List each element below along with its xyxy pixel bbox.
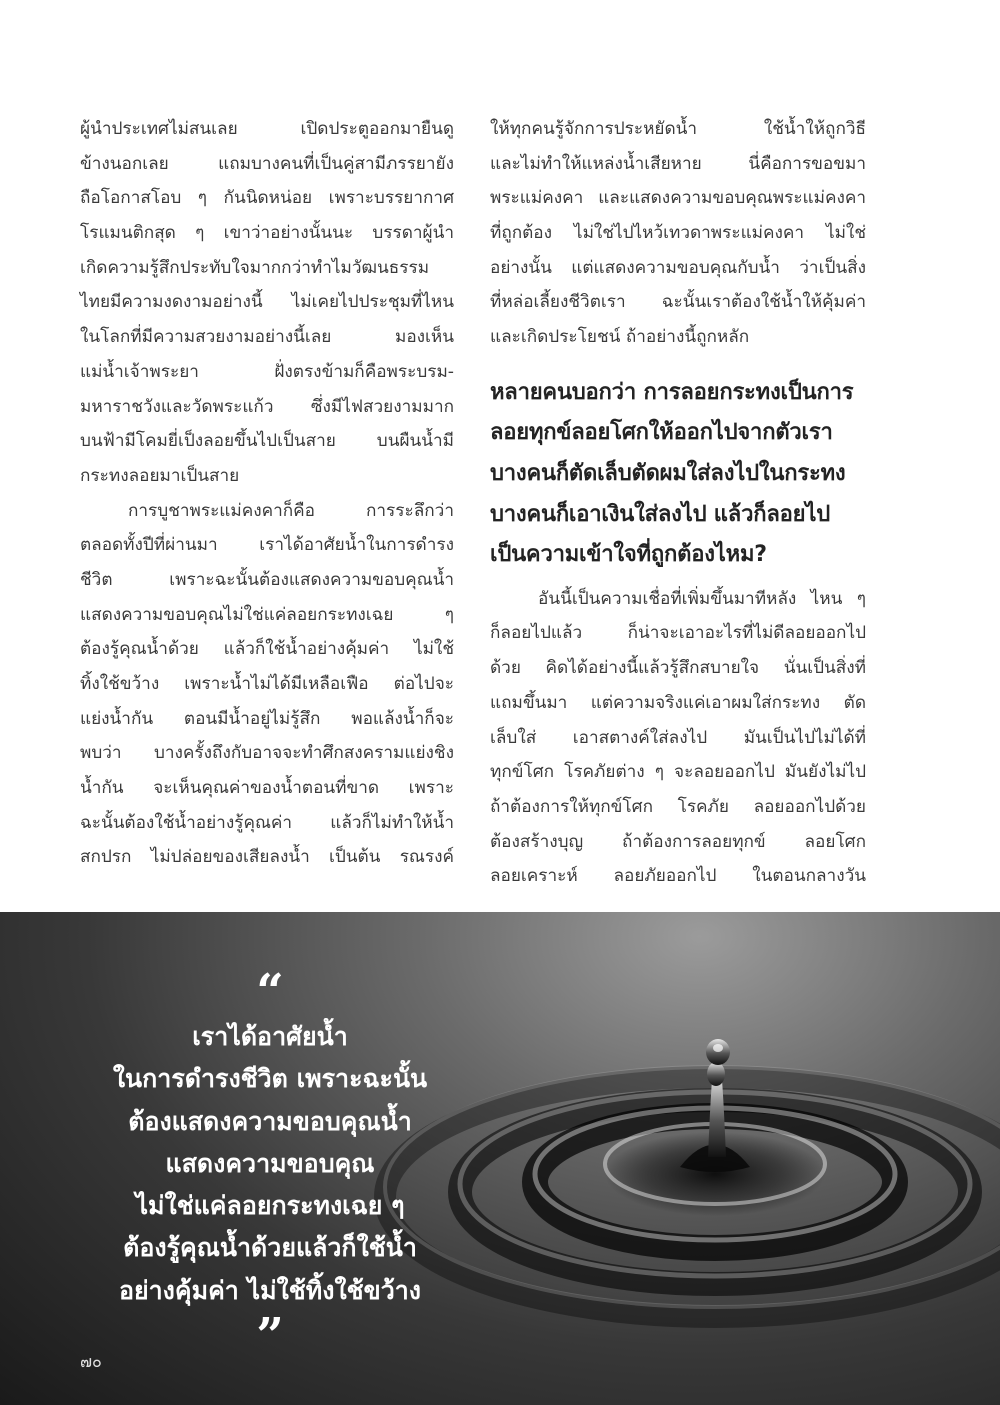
paragraph-line: ลอยเคราะห์ ลอยภัยออกไป ในตอนกลางวัน [490, 866, 866, 887]
paragraph-line: ชีวิต เพราะฉะนั้นต้องแสดงความขอบคุณน้ำ [80, 569, 454, 590]
quote-line: เราได้อาศัยน้ำ [192, 1022, 348, 1051]
paragraph-line: ต้องรู้คุณน้ำด้วย แล้วก็ใช้น้ำอย่างคุ้มค่า ไม่ใช้ [80, 639, 454, 660]
heading-line: บางคนก็ตัดเล็บตัดผมใส่ลงไปในกระทง [490, 461, 846, 486]
paragraph-line: ถ้าต้องการให้ทุกข์โศก โรคภัย ลอยออกไปด้วย [490, 796, 866, 817]
question-heading [490, 373, 866, 576]
quote-line: ไม่ใช่แค่ลอยกระทงเฉย ๆ [135, 1191, 405, 1221]
paragraph-line: บนฟ้ามีโคมยี่เป็งลอยขึ้นไปเป็นสาย บนผืนน้ำมี [80, 431, 454, 452]
paragraph-line: แสดงความขอบคุณไม่ใช่แค่ลอยกระทงเฉย ๆ [80, 604, 454, 625]
paragraph-line: ตลอดทั้งปีที่ผ่านมา เราได้อาศัยน้ำในการดำรง [80, 535, 454, 556]
paragraph-line: ให้ทุกคนรู้จักการประหยัดน้ำ ใช้น้ำให้ถูกวิธี [490, 119, 866, 139]
paragraph-line: พระแม่คงคา และแสดงความขอบคุณพระแม่คงคา [490, 188, 866, 209]
paragraph-line: ไทยมีความงดงามอย่างนี้ ไม่เคยไปประชุมที่ไหน [80, 292, 454, 313]
close-quote-mark: ” [256, 1308, 284, 1365]
paragraph-line: ที่หล่อเลี้ยงชีวิตเรา ฉะนั้นเราต้องใช้น้ำให้คุ้มค่า [490, 292, 866, 313]
paragraph-line: ในโลกที่มีความสวยงามอย่างนี้เลย มองเห็น [80, 327, 454, 348]
page-number: ๗๐ [80, 1352, 102, 1371]
paragraph-line: มหาราชวังและวัดพระแก้ว ซึ่งมีไฟสวยงามมาก [80, 396, 454, 417]
paragraph-line: ผู้นำประเทศไม่สนเลย เปิดประตูออกมายืนดู [80, 119, 454, 139]
heading-line: เป็นความเข้าใจที่ถูกต้องไหม? [490, 542, 767, 568]
paragraph-line: เล็บใส่ เอาสตางค์ใส่ลงไป มันเป็นไปไม่ได้ที่ [490, 727, 866, 748]
paragraph-line: ทุกข์โศก โรคภัยต่าง ๆ จะลอยออกไป มันยังไม่ไป [490, 762, 866, 783]
paragraph-line: อันนี้เป็นความเชื่อที่เพิ่มขึ้นมาทีหลัง ไหน ๆ [538, 588, 866, 609]
paragraph-line: สกปรก ไม่ปล่อยของเสียลงน้ำ เป็นต้น รณรงค์ [80, 847, 454, 868]
paragraph-line: ด้วย คิดได้อย่างนี้แล้วรู้สึกสบายใจ นั่นเป็นสิ่งที่ [490, 658, 866, 679]
paragraph-line: ถือโอกาสโอบ ๆ กันนิดหน่อย เพราะบรรยากาศ [80, 188, 454, 209]
paragraph-line: และเกิดประโยชน์ ถ้าอย่างนี้ถูกหลัก [490, 327, 750, 348]
paragraph-line: เกิดความรู้สึกประทับใจมากกว่าทำไมวัฒนธรรม [80, 257, 430, 278]
paragraph-line: ฉะนั้นต้องใช้น้ำอย่างรู้คุณค่า แล้วก็ไม่ทำให้น้ำ [80, 812, 454, 833]
paragraph-line: พบว่า บางครั้งถึงกับอาจจะทำศึกสงครามแย่งชิง [80, 743, 454, 764]
heading-line: ลอยทุกข์ลอยโศกให้ออกไปจากตัวเรา [490, 420, 833, 446]
quote-line: ต้องรู้คุณน้ำด้วยแล้วก็ใช้น้ำ [123, 1233, 417, 1263]
open-quote-mark: “ [256, 964, 284, 1020]
quote-line: อย่างคุ้มค่า ไม่ใช้ทิ้งใช้ขว้าง [118, 1275, 422, 1305]
quote-line: ในการดำรงชีวิต เพราะฉะนั้น [112, 1064, 428, 1094]
paragraph-line: โรแมนติกสุด ๆ เขาว่าอย่างนั้นนะ บรรดาผู้นำ [80, 223, 454, 244]
paragraph-line: แถมขึ้นมา แต่ความจริงแค่เอาผมใส่กระทง ตัด [490, 692, 866, 713]
paragraph-line: ต้องสร้างบุญ ถ้าต้องการลอยทุกข์ ลอยโศก [490, 831, 866, 852]
paragraph-line: อย่างนั้น แต่แสดงความขอบคุณกับน้ำ ว่าเป็นสิ่ง [490, 257, 866, 278]
paragraph-line: และไม่ทำให้แหล่งน้ำเสียหาย นี่คือการขอขมา [490, 153, 866, 174]
right-text-column [490, 112, 866, 894]
paragraph-line: แม่น้ำเจ้าพระยา ฝั่งตรงข้ามก็คือพระบรม- [80, 361, 454, 382]
paragraph-line: น้ำกัน จะเห็นคุณค่าของน้ำตอนที่ขาด เพราะ [80, 778, 454, 799]
paragraph-line: การบูชาพระแม่คงคาก็คือ การระลึกว่า [128, 500, 454, 521]
paragraph-line: ข้างนอกเลย แถมบางคนที่เป็นคู่สามีภรรยายัง [80, 153, 454, 174]
paragraph-line: ทิ้งใช้ขว้าง เพราะน้ำไม่ได้มีเหลือเฟือ ต่อไปจะ [80, 674, 454, 694]
paragraph-line: กระทงลอยมาเป็นสาย [80, 465, 240, 486]
paragraph-line: ก็ลอยไปแล้ว ก็น่าจะเอาอะไรที่ไม่ดีลอยออกไป [490, 623, 866, 644]
heading-line: หลายคนบอกว่า การลอยกระทงเป็นการ [490, 379, 854, 405]
quote-line: แสดงความขอบคุณ [165, 1148, 375, 1178]
left-text-column [80, 112, 454, 875]
paragraph-line: ที่ถูกต้อง ไม่ใช่ไปไหว้เทวดาพระแม่คงคา ไม่ใช่ [490, 223, 866, 244]
paragraph-line: แย่งน้ำกัน ตอนมีน้ำอยู่ไม่รู้สึก พอแล้งน้ำก็จะ [80, 708, 454, 729]
heading-line: บางคนก็เอาเงินใส่ลงไป แล้วก็ลอยไป [490, 501, 830, 527]
quote-line: ต้องแสดงความขอบคุณน้ำ [128, 1106, 412, 1136]
